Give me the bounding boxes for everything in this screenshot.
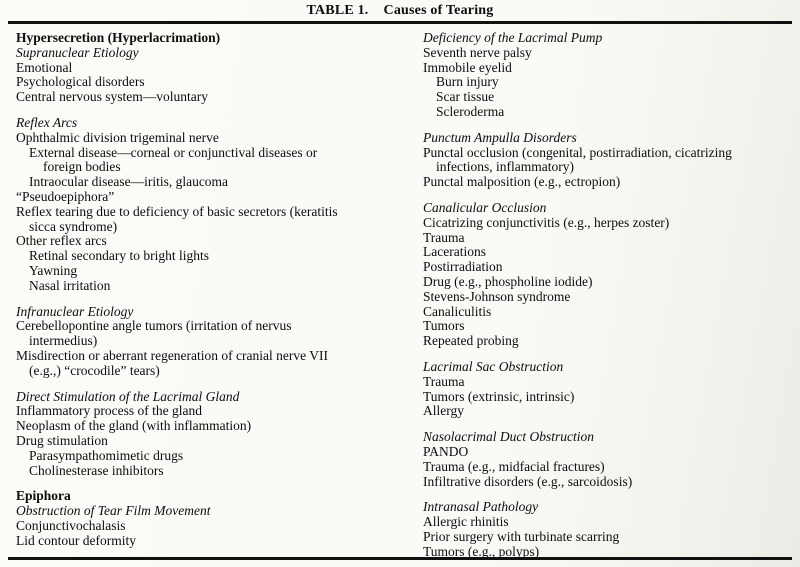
table-section [423,201,792,349]
table-line: Reflex tearing due to deficiency of basic secretors (keratitis [16,203,338,219]
table-line: Burn injury [436,74,499,90]
table-line: Yawning [29,262,78,278]
table-line: Obstruction of Tear Film Movement [16,503,211,519]
table-line: infections, inflammatory) [436,159,574,175]
table-line: Immobile eyelid [423,59,512,75]
table-line: Emotional [16,59,73,75]
table-line: Cerebellopontine angle tumors (irritation of nervus [16,318,292,334]
table-line: Intraocular disease—iritis, glaucoma [29,174,229,190]
column-right [404,31,792,567]
table-section [423,360,792,419]
table-line: Epiphora [16,488,71,504]
table-line: Punctal occlusion (congenital, postirradiation, cicatrizing [423,144,732,160]
table-line: Nasolacrimal Duct Obstruction [423,429,594,445]
table-line: Scar tissue [436,89,495,105]
table-line: External disease—corneal or conjunctival diseases or [29,144,318,160]
table-section [16,390,404,479]
table-line: Postirradiation [423,259,503,275]
bottom-rule [8,557,792,560]
table-line: Tumors (e.g., polyps) [423,543,540,559]
table-line: Retinal secondary to bright lights [29,248,209,264]
table-line: Infranuclear Etiology [16,303,134,319]
table-line: Hypersecretion (Hyperlacrimation) [16,30,221,45]
table-line: foreign bodies [43,159,121,175]
table-line: Cholinesterase inhibitors [29,462,164,478]
table-body [0,24,800,567]
table-line: Lacerations [423,244,486,260]
table-line: Trauma [423,373,465,389]
table-line: Repeated probing [423,333,519,349]
table-line: Central nervous system—voluntary [16,89,208,105]
table-section [16,305,404,379]
table-section [16,116,404,294]
table-line: Punctum Ampulla Disorders [423,129,577,145]
table-line: Conjunctivochalasis [16,517,126,533]
table-caption: Causes of Tearing [383,3,494,18]
table-section [423,131,792,190]
table-line: Intranasal Pathology [423,499,539,515]
table-line: (e.g.,) “crocodile” tears) [29,362,160,378]
table-line: Allergic rhinitis [423,514,509,530]
table-section [16,489,404,548]
table-line: Scleroderma [436,103,505,119]
table-line: Ophthalmic division trigeminal nerve [16,129,219,145]
table-section [423,430,792,489]
table-line: intermedius) [29,333,98,349]
table-line: Prior surgery with turbinate scarring [423,528,620,544]
table-line: Seventh nerve palsy [423,44,532,60]
column-left [16,31,404,567]
table-line: Parasympathomimetic drugs [29,447,184,463]
table-section [16,31,404,105]
table-line: Nasal irritation [29,277,111,293]
table-line: Trauma [423,229,465,245]
table-title [0,0,800,19]
table-line: Drug stimulation [16,432,108,448]
table-line: Punctal malposition (e.g., ectropion) [423,174,621,190]
table-line: Canalicular Occlusion [423,199,547,215]
table-line: Trauma (e.g., midfacial fractures) [423,458,605,474]
table-line: Lacrimal Sac Obstruction [423,358,564,374]
table-line: Infiltrative disorders (e.g., sarcoidosis) [423,473,633,489]
table-line: Neoplasm of the gland (with inflammation) [16,418,252,434]
table-line: Direct Stimulation of the Lacrimal Gland [16,388,240,404]
table-section [423,500,792,559]
table-line: Tumors [423,318,465,334]
table-section [423,31,792,120]
table-line: Allergy [423,403,464,419]
table-number: TABLE 1. [306,3,369,18]
table-line: “Pseudoepiphora” [16,188,115,204]
table-line: Inflammatory process of the gland [16,403,202,419]
table-line: Drug (e.g., phospholine iodide) [423,273,593,289]
table-line: Deficiency of the Lacrimal Pump [423,30,603,45]
table-line: Stevens-Johnson syndrome [423,288,571,304]
table-line: Other reflex arcs [16,233,107,249]
table-line: Canaliculitis [423,303,492,319]
table-line: Reflex Arcs [16,114,78,130]
table-line: Psychological disorders [16,74,145,90]
table-line: sicca syndrome) [29,218,118,234]
table-line: Tumors (extrinsic, intrinsic) [423,388,575,404]
table-line: Supranuclear Etiology [16,44,139,60]
table-line: Misdirection or aberrant regeneration of cranial nerve VII [16,347,328,363]
table-line: Lid contour deformity [16,532,136,548]
table-line: PANDO [423,443,469,459]
table-line: Cicatrizing conjunctivitis (e.g., herpes zoster) [423,214,670,230]
